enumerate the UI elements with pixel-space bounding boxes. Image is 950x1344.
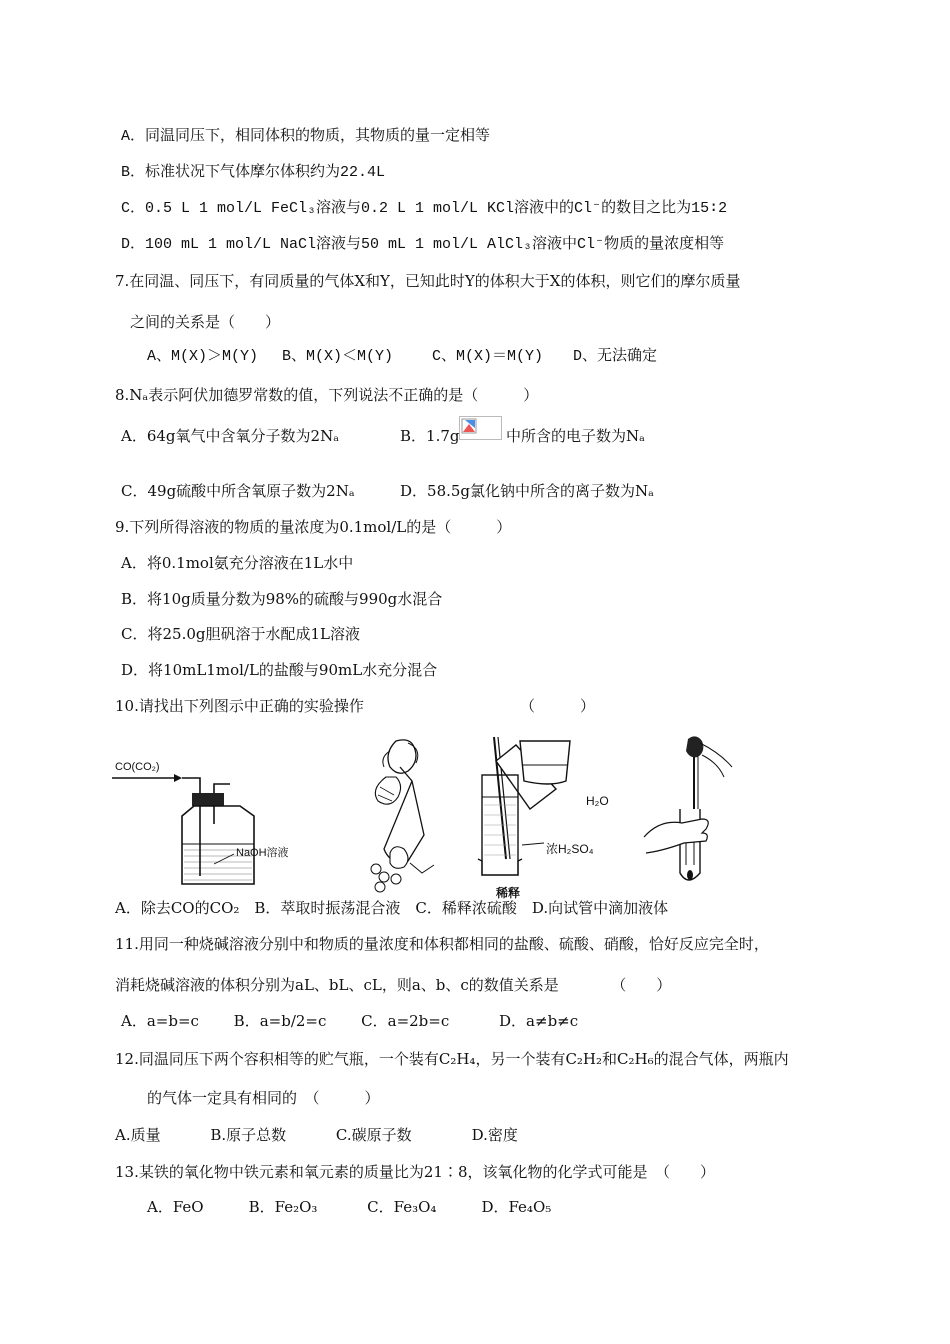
figure-gas-washing-bottle: [112, 760, 322, 890]
q12-stem-line1: 12.同温同压下两个容积相等的贮气瓶，一个装有C₂H₄，另一个装有C₂H₂和C₂H₆的混合气体，两瓶内: [115, 1050, 789, 1068]
q6-option-b: B．标准状况下气体摩尔体积约为22.4L: [121, 164, 386, 181]
broken-image-icon: [459, 416, 502, 440]
q9-option-a: A．将0.1mol氨充分溶液在1L水中: [121, 554, 354, 572]
q11-stem-line2: 消耗烧碱溶液的体积分别为aL、bL、cL，则a、b、c的数值关系是 （ ）: [115, 976, 672, 994]
q7-stem-line2: 之间的关系是（ ）: [130, 313, 281, 331]
q12-options: A.质量 B.原子总数 C.碳原子数 D.密度: [115, 1126, 518, 1144]
q12-stem-line2: 的气体一定具有相同的 （ ）: [147, 1089, 380, 1107]
q10-answer-paren: （ ）: [520, 697, 596, 715]
q8-option-d: D．58.5g氯化钠中所含的离子数为Nₐ: [400, 482, 654, 500]
q7-stem-line1: 7.在同温、同压下，有同质量的气体X和Y，已知此时Y的体积大于X的体积，则它们的摩尔质量: [115, 272, 741, 290]
q8-option-c: C．49g硫酸中所含氧原子数为2Nₐ: [121, 482, 355, 500]
q9-option-d: D．将10mL1mol/L的盐酸与90mL水充分混合: [121, 661, 438, 679]
figure-test-tube-dropper: [640, 733, 750, 903]
q8-stem: 8.Nₐ表示阿伏加德罗常数的值，下列说法不正确的是（ ）: [115, 386, 539, 404]
q6-option-a: A．同温同压下，相同体积的物质，其物质的量一定相等: [121, 128, 491, 145]
q9-option-c: C．将25.0g胆矾溶于水配成1L溶液: [121, 625, 360, 643]
q11-stem-line1: 11.用同一种烧碱溶液分别中和物质的量浓度和体积都相同的盐酸、硫酸、硝酸，恰好反应完全时，: [115, 935, 769, 953]
water-label: H₂O: [586, 794, 609, 808]
q11-options: A．a=b=c B．a=b/2=c C．a=2b=c D．a≠b≠c: [121, 1012, 579, 1030]
q13-stem: 13.某铁的氧化物中铁元素和氧元素的质量比为21∶8，该氧化物的化学式可能是 （ ）: [115, 1163, 715, 1181]
q6-option-c: C．0.5 L 1 mol/L FeCl₃溶液与0.2 L 1 mol/L KCl溶液中的Cl⁻的数目之比为15∶2: [121, 200, 728, 217]
q8-option-a: A．64g氧气中含氧分子数为2Nₐ: [121, 427, 339, 445]
q8-option-b-suffix: 中所含的电子数为Nₐ: [506, 427, 645, 445]
q10-stem: 10.请找出下列图示中正确的实验操作: [115, 697, 364, 715]
dilute-label: 稀释: [496, 886, 521, 900]
q9-stem: 9.下列所得溶液的物质的量浓度为0.1mol/L的是（ ）: [115, 518, 512, 536]
figure-dilute-acid: [470, 735, 620, 900]
naoh-label: NaOH溶液: [236, 847, 289, 859]
acid-label: 浓H₂SO₄: [546, 842, 594, 856]
q8-option-b-prefix: B．1.7g: [400, 427, 460, 445]
q6-option-d: D．100 mL 1 mol/L NaCl溶液与50 mL 1 mol/L AlCl₃溶液中Cl⁻物质的量浓度相等: [121, 236, 725, 253]
q9-option-b: B．将10g质量分数为98%的硫酸与990g水混合: [121, 590, 443, 608]
q13-options: A．FeO B．Fe₂O₃ C．Fe₃O₄ D．Fe₄O₅: [147, 1198, 552, 1216]
q10-caption: A．除去CO的CO₂ B．萃取时振荡混合液 C．稀释浓硫酸 D.向试管中滴加液体: [115, 899, 669, 917]
q7-options: A、M(X)＞M(Y) B、M(X)＜M(Y) C、M(X)＝M(Y) D、无法确定: [147, 348, 658, 365]
gas-label: CO(CO₂): [115, 761, 160, 773]
figure-separatory-funnel: [350, 737, 450, 897]
